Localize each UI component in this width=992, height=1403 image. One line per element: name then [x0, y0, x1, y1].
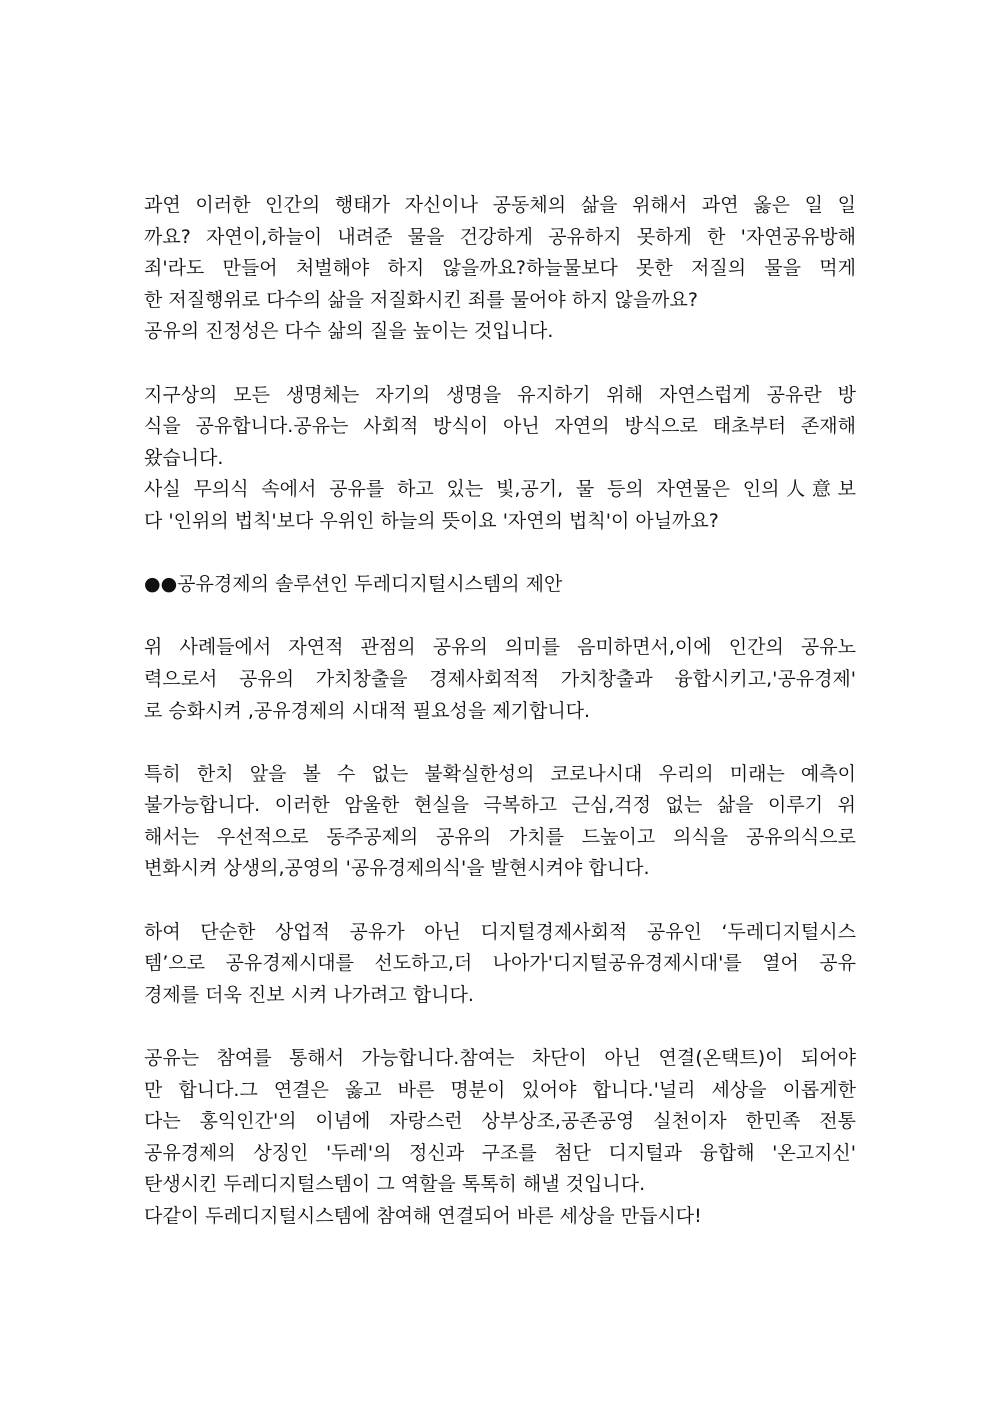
document-body: [144, 190, 856, 1233]
paragraph-gap: [144, 727, 856, 759]
text-line: 까요? 자연이,하늘이 내려준 물을 건강하게 공유하지 못하게 한 '자연공유방해: [144, 225, 856, 248]
text-line: 식을 공유합니다.공유는 사회적 방식이 아닌 자연의 방식으로 태초부터 존재해: [144, 415, 856, 438]
text-line: 다 '인위의 법칙'보다 우위인 하늘의 뜻이요 '자연의 법칙'이 아닐까요?: [144, 509, 719, 532]
paragraph-1: [144, 190, 856, 348]
section-heading: [144, 569, 856, 601]
paragraph-5: [144, 917, 856, 1012]
text-line: 하여 단순한 상업적 공유가 아닌 디지털경제사회적 공유인 ‘두레디지털시스: [144, 920, 856, 943]
text-line: 위 사례들에서 자연적 관점의 공유의 의미를 음미하면서,이에 인간의 공유노: [144, 636, 856, 659]
heading-line: ●●공유경제의 솔루션인 두레디지털시스템의 제안: [144, 573, 563, 596]
text-line: 죄'라도 만들어 처벌해야 하지 않을까요?하늘물보다 못한 저질의 물을 먹게: [144, 257, 856, 280]
text-line: 한 저질행위로 다수의 삶을 저질화시킨 죄를 물어야 하지 않을까요?: [144, 288, 698, 311]
text-line: 탄생시킨 두레디지털스템이 그 역할을 톡톡히 해낼 것입니다.: [144, 1173, 646, 1196]
text-line: 다같이 두레디지털시스템에 참여해 연결되어 바른 세상을 만듭시다!: [144, 1205, 702, 1227]
text-line: 지구상의 모든 생명체는 자기의 생명을 유지하기 위해 자연스럽게 공유란 방: [144, 383, 856, 406]
paragraph-gap: [144, 885, 856, 917]
text-line: 력으로서 공유의 가치창출을 경제사회적적 가치창출과 융합시키고,'공유경제': [144, 667, 856, 690]
text-line: 공유의 진정성은 다수 삶의 질을 높이는 것입니다.: [144, 320, 554, 343]
text-line: 공유경제의 상징인 '두레'의 정신과 구조를 첨단 디지털과 융합해 '온고지신': [144, 1141, 856, 1164]
paragraph-gap: [144, 538, 856, 570]
paragraph-gap: [144, 601, 856, 633]
text-line: 템’으로 공유경제시대를 선도하고,더 나아가'디지털공유경제시대'를 열어 공유: [144, 952, 856, 975]
text-line: 특히 한치 앞을 볼 수 없는 불확실한성의 코로나시대 우리의 미래는 예측이: [144, 762, 856, 785]
paragraph-gap: [144, 1011, 856, 1043]
text-line: 다는 홍익인간'의 이념에 자랑스런 상부상조,공존공영 실천이자 한민족 전통: [144, 1110, 856, 1133]
paragraph-6: [144, 1043, 856, 1233]
paragraph-gap: [144, 348, 856, 380]
paragraph-4: [144, 759, 856, 885]
paragraph-3: [144, 632, 856, 727]
text-line: 해서는 우선적으로 동주공제의 공유의 가치를 드높이고 의식을 공유의식으로: [144, 825, 856, 848]
text-line: 불가능합니다. 이러한 암울한 현실을 극복하고 근심,걱정 없는 삶을 이루기 위: [144, 794, 856, 817]
paragraph-2: [144, 380, 856, 538]
text-line: 변화시켜 상생의,공영의 '공유경제의식'을 발현시켜야 합니다.: [144, 857, 650, 880]
text-line: 공유는 참여를 통해서 가능합니다.참여는 차단이 아닌 연결(온택트)이 되어야: [144, 1047, 856, 1070]
text-line: 경제를 더욱 진보 시켜 나가려고 합니다.: [144, 983, 474, 1006]
text-line: 과연 이러한 인간의 행태가 자신이나 공동체의 삶을 위해서 과연 옳은 일 일: [144, 194, 856, 216]
text-line: 로 승화시켜 ,공유경제의 시대적 필요성을 제기합니다.: [144, 699, 591, 722]
text-line: 왔습니다.: [144, 446, 224, 469]
text-line: 사실 무의식 속에서 공유를 하고 있는 빛,공기, 물 등의 자연물은 인의人意보: [144, 478, 856, 501]
text-line: 만 합니다.그 연결은 옳고 바른 명분이 있어야 합니다.'널리 세상을 이롭게한: [144, 1078, 856, 1101]
